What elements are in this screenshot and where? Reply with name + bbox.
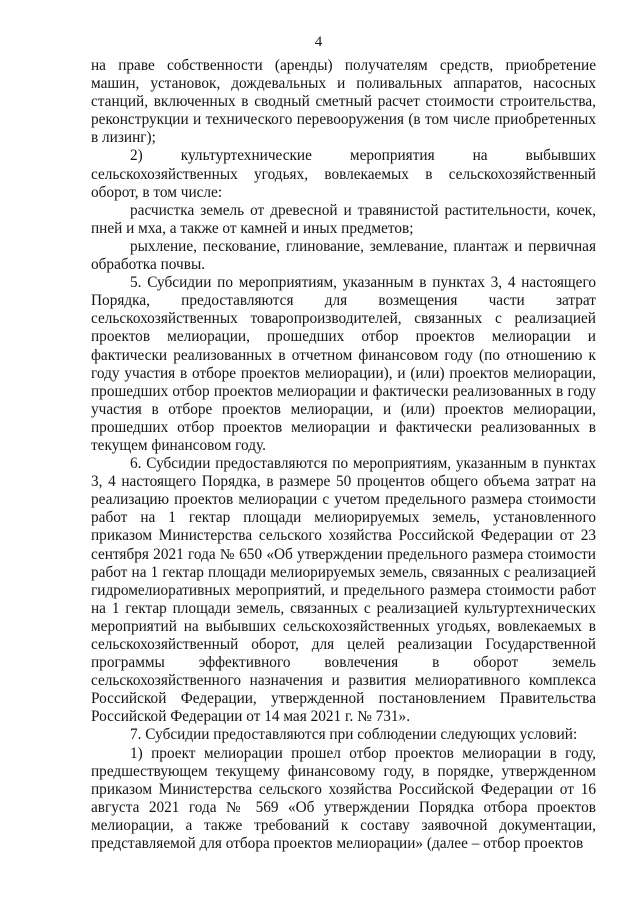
paragraph-clause-6: 6. Субсидии предоставляются по мероприятиям, указанным в пунктах 3, 4 настоящего Порядка, в размере 50 процентов общего объема затрат на реализацию проектов мелиорации с учетом предельного размера стоимости работ на 1 гектар площади мелиорируемых земель, установленного приказом Министерства сельского хозяйства Российской Федерации от 23 сентября 2021 года № 650 «Об утверждении предельного размера стоимости работ на 1 гектар площади мелиорируемых земель, связанных с реализацией гидромелиоративных мероприятий, и предельного размера стоимости работ на 1 гектар площади земель, связанных с реализацией культуртехнических мероприятий на выбывших сельскохозяйственных угодьях, вовлекаемых в сельскохозяйственный оборот, для целей реализации Государственной программы эффективного вовлечения в оборот земель сельскохозяйственного назначения и развития мелиоративного комплекса Российской Федерации, утвержденной постановлением Правительства Российской Федерации от 14 мая 2021 г. № 731». [91, 455, 596, 726]
paragraph-soil-treatment: рыхление, пескование, глинование, землевание, плантаж и первичная обработка почвы. [91, 237, 596, 274]
page-number: 4 [314, 34, 323, 50]
document-body [91, 57, 596, 853]
paragraph-clearing: расчистка земель от древесной и травянистой растительности, кочек, пней и мха, а также от камней и иных предметов; [91, 201, 596, 237]
paragraph-clause-7-item-1: 1) проект мелиорации прошел отбор проектов мелиорации в году, предшествующем текущему финансовому году, в порядке, утвержденном приказом Министерства сельского хозяйства Российской Федерации от 16 августа 2021 года № 569 «Об утверждении Порядка отбора проектов мелиорации, а также требований к составу заявочной документации, представляемой для отбора проектов мелиорации» (далее – отбор проектов [91, 744, 596, 853]
paragraph-clause-7: 7. Субсидии предоставляются при соблюдении следующих условий: [130, 726, 578, 744]
paragraph-item-2: 2) культуртехнические мероприятия на выбывших сельскохозяйственных угодьях, вовлекаемых в сельскохозяйственный оборот, в том числе: [91, 147, 596, 201]
paragraph-continuation: на праве собственности (аренды) получателям средств, приобретение машин, установок, дождевальных и поливальных аппаратов, насосных станций, включенных в сводный сметный расчет стоимости строительства, реконструкции и технического перевооружения (в том числе приобретенных в лизинг); [91, 57, 596, 147]
paragraph-clause-5: 5. Субсидии по мероприятиям, указанным в пунктах 3, 4 настоящего Порядка, предоставляются для возмещения части затрат сельскохозяйственных товаропроизводителей, связанных с реализацией проектов мелиорации, прошедших отбор проектов мелиорации и фактически реализованных в отчетном финансовом году (по отношению к году участия в отборе проектов мелиорации), и (или) проектов мелиорации, прошедших отбор проектов мелиорации и фактически реализованных в году участия в отборе проектов мелиорации, и (или) проектов мелиорации, прошедших отбор проектов мелиорации и фактически реализованных в текущем финансовом году. [91, 274, 596, 454]
